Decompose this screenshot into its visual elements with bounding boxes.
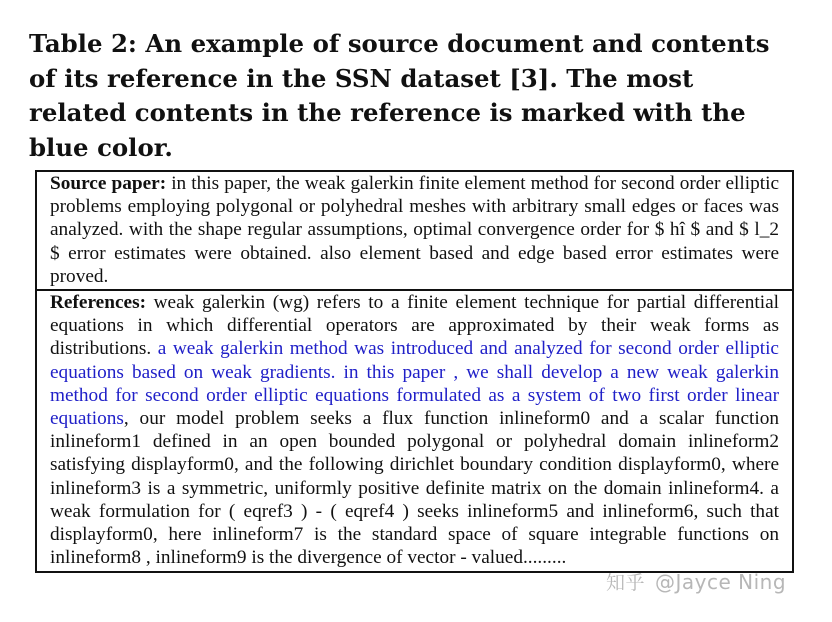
references-cell xyxy=(37,291,792,571)
references-highlighted-text: a weak galerkin method was introduced and analyzed for second order elliptic equations based on weak gradients. in this paper , we shall develop a new weak galerkin method for second order elliptic equations formulated as a system of two first order linear equations xyxy=(50,338,779,430)
watermark-handle: @Jayce Ning xyxy=(655,570,787,594)
source-paper-cell xyxy=(37,172,792,291)
source-paper-label: Source paper: xyxy=(50,173,167,194)
source-paper-text: in this paper, the weak galerkin finite element method for second order elliptic problems employing polygonal or polyhedral meshes with arbitrary small edges or faces was analyzed. with the shape regular assumptions, optimal convergence order for $ hî $ and $ l_2 $ error estimates were obtained. also element based and edge based error estimates were proved. xyxy=(50,173,780,287)
references-label: References: xyxy=(50,292,146,314)
table-caption: Table 2: An example of source document and contents of its reference in the SSN dataset [3]. The most related contents in the reference is marked with the blue color. xyxy=(29,29,770,162)
example-table xyxy=(35,170,794,573)
watermark-logo: 知乎 xyxy=(606,572,646,594)
references-text-before: weak galerkin (wg) refers to a finite element technique for partial differential equations in which differential operators are approximated by their weak forms as distributions. xyxy=(50,292,779,360)
references-text-after: , our model problem seeks a flux function inlineform0 and a scalar function inlineform1 defined in an open bounded polygonal or polyhedral domain inlineform2 satisfying displayform0, and the following dirichlet boundary condition displayform0, where inlineform3 is a symmetric, uniformly positive definite matrix on the domain inlineform4. a weak formulation for ( eqref3 ) - ( eqref4 ) seeks inlineform5 and inlineform6, such that displayform0, here inlineform7 is the standard space of square integrable functions on inlineform8 , inlineform9 is the divergence of vector - valued......... xyxy=(50,408,779,569)
watermark xyxy=(606,568,786,595)
